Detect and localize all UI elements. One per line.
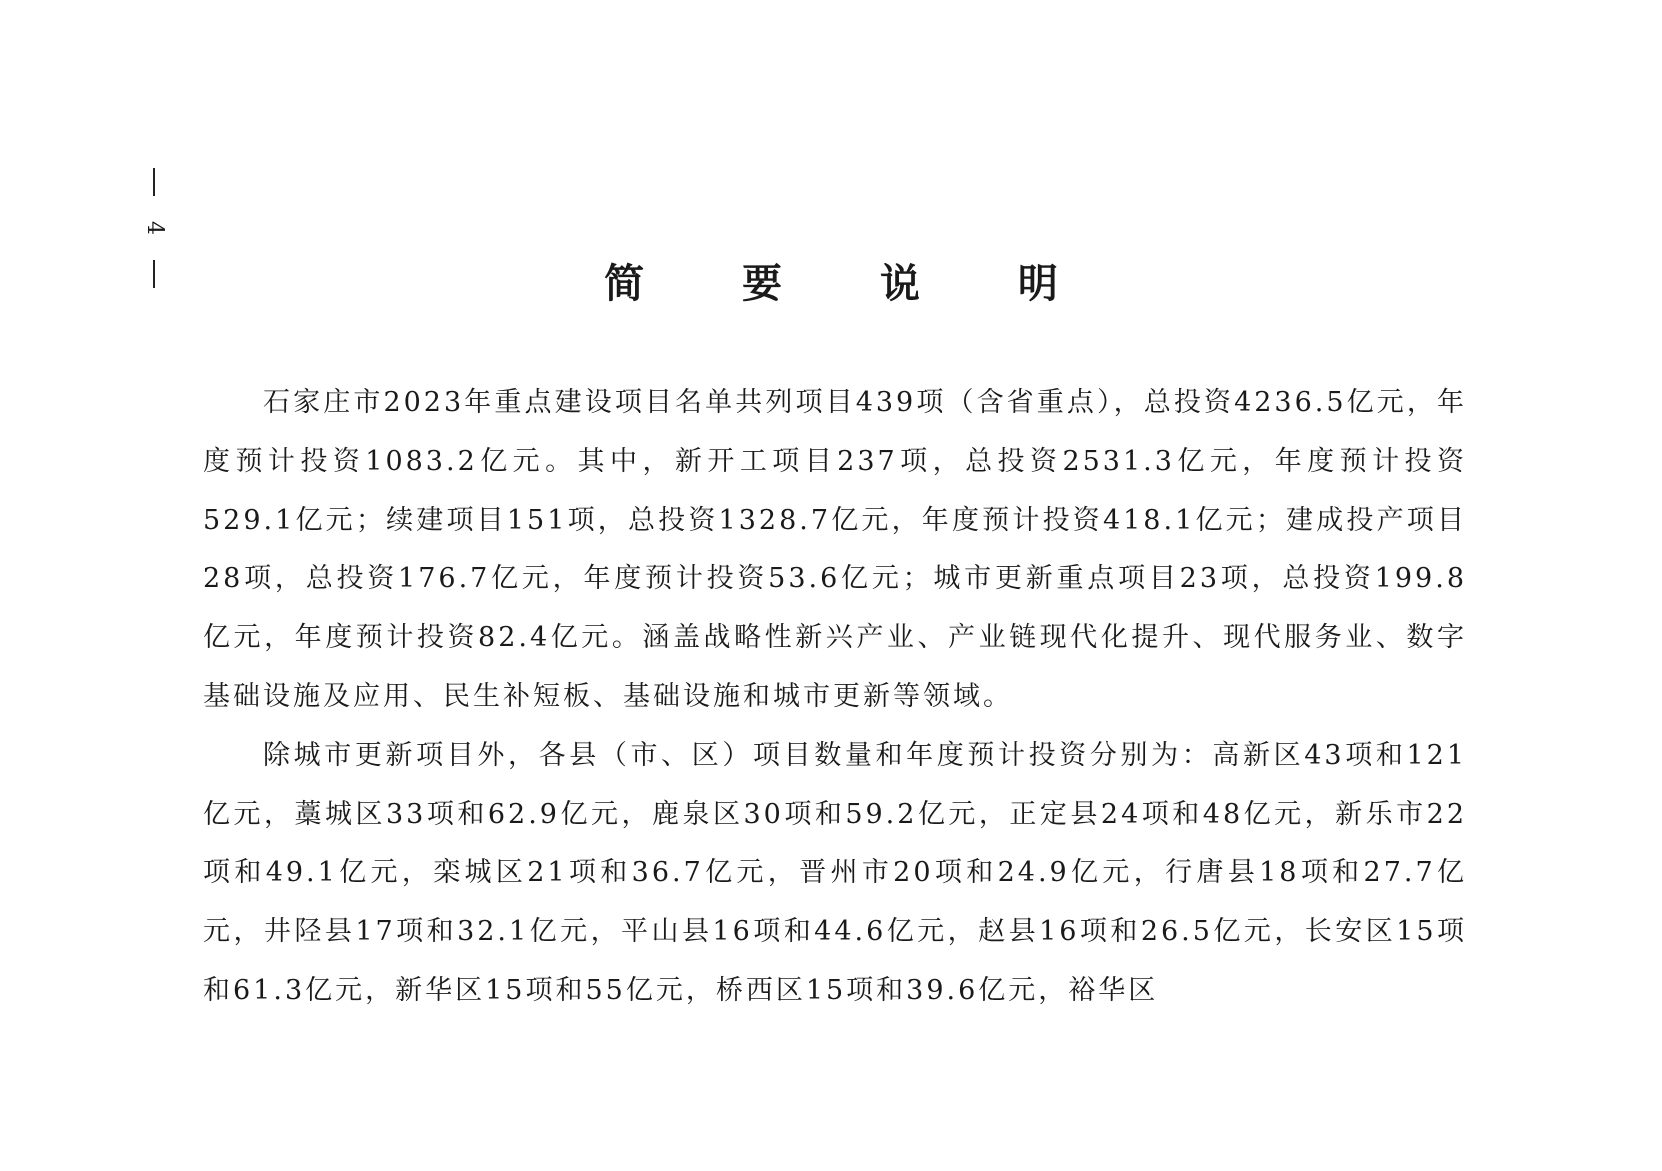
- page-number: 4: [142, 221, 167, 235]
- paragraph-county-breakdown: 除城市更新项目外，各县（市、区）项目数量和年度预计投资分别为：高新区43项和121亿元，藁城区33项和62.9亿元，鹿泉区30项和59.2亿元，正定县24项和48亿元，新乐市22项和49.1亿元，栾城区21项和36.7亿元，晋州市20项和24.9亿元，行唐县18项和27.7亿元，井陉县17项和32.1亿元，平山县16项和44.6亿元，赵县16项和26.5亿元，长安区15项和61.3亿元，新华区15项和55亿元，桥西区15项和39.6亿元，裕华区: [203, 739, 1467, 1006]
- page-number-dash-top: [153, 168, 155, 196]
- document-title: 简 要 说 明: [604, 261, 1100, 307]
- document-body: [203, 374, 1467, 1021]
- paragraph-summary: 石家庄市2023年重点建设项目名单共列项目439项（含省重点），总投资4236.5亿元，年度预计投资1083.2亿元。其中，新开工项目237项，总投资2531.3亿元，年度预计投资529.1亿元；续建项目151项，总投资1328.7亿元，年度预计投资418.1亿元；建成投产项目28项，总投资176.7亿元，年度预计投资53.6亿元；城市更新重点项目23项，总投资199.8亿元，年度预计投资82.4亿元。涵盖战略性新兴产业、产业链现代化提升、现代服务业、数字基础设施及应用、民生补短板、基础设施和城市更新等领域。: [203, 387, 1467, 712]
